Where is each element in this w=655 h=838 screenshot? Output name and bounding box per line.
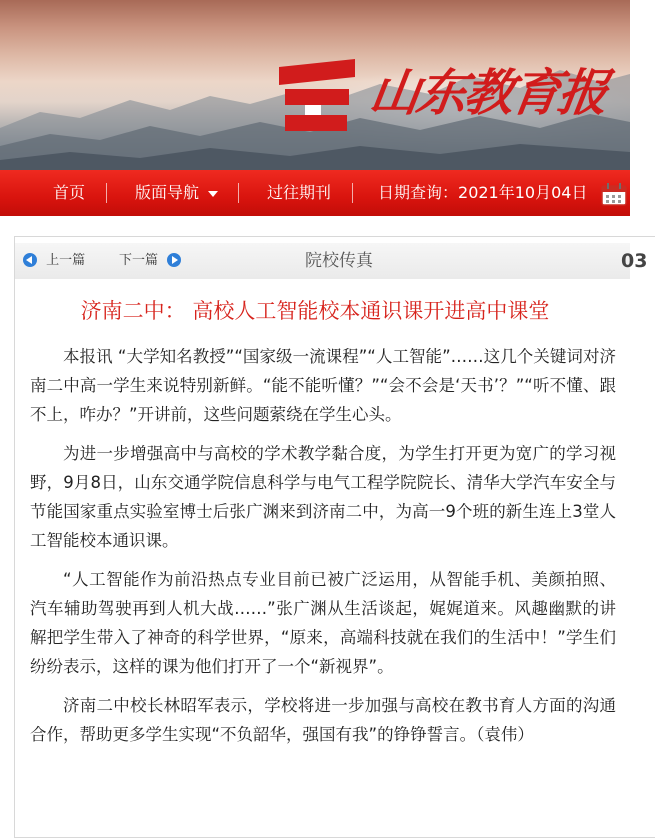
date-query[interactable] <box>378 170 587 216</box>
article-paragraph: 为进一步增强高中与高校的学术教学黏合度，为学生打开更为宽广的学习视野，9月8日，山东交通学院信息科学与电气工程学院院长、清华大学汽车安全与节能国家重点实验室博士后张广渊来到济南二中，为高一9个班的新生连上3堂人工智能校本通识课。 <box>30 444 616 550</box>
article-paragraph: 本报讯 “大学知名教授”“国家级一流课程”“人工智能”……这几个关键词对济南二中高一学生来说特别新鲜。“能不能听懂？”“会不会是‘天书’？”“听不懂、跟不上，咋办？”开讲前，这些问题萦绕在学生心头。 <box>30 347 616 424</box>
article-body <box>30 342 616 759</box>
logo-mark-icon <box>275 55 359 135</box>
section-name: 院校传真 <box>305 251 373 271</box>
date-query-value: 2021年10月04日 <box>458 183 588 202</box>
dropdown-caret-icon <box>208 191 218 197</box>
calendar-icon[interactable] <box>601 183 627 206</box>
nav-item-home[interactable]: 首页 <box>53 183 86 202</box>
article-paragraph: 济南二中校长林昭军表示，学校将进一步加强与高校在教书育人方面的沟通合作，帮助更多学生实现“不负韶华，强国有我”的铮铮誓言。（袁伟） <box>30 696 616 744</box>
site-logo[interactable] <box>275 55 625 135</box>
nav-item-archive[interactable]: 过往期刊 <box>267 183 332 202</box>
main-nav-bar <box>0 170 630 216</box>
article-title: 济南二中： 高校人工智能校本通识课开进高中课堂 <box>80 299 550 323</box>
page-number: 03 <box>621 250 648 272</box>
logo-text: 山东教育报 <box>365 63 610 122</box>
article-paragraph: “人工智能作为前沿热点专业目前已被广泛运用，从智能手机、美颜拍照、汽车辅助驾驶再到人机大战……”张广渊从生活谈起，娓娓道来。风趣幽默的讲解把学生带入了神奇的科学世界，“原来，高端科技就在我们的生活中！”学生们纷纷表示，这样的课为他们打开了一个“新视界”。 <box>30 570 616 676</box>
next-article-label: 下一篇 <box>119 253 159 268</box>
prev-article-link[interactable] <box>23 243 85 279</box>
nav-item-page-nav[interactable] <box>135 170 218 216</box>
nav-divider <box>106 183 107 203</box>
next-arrow-icon <box>167 253 181 267</box>
masthead-banner <box>0 0 630 170</box>
prev-arrow-icon <box>23 253 37 267</box>
date-query-label: 日期查询： <box>378 183 459 202</box>
article-pager-bar <box>15 243 648 279</box>
nav-divider <box>238 183 239 203</box>
nav-divider <box>352 183 353 203</box>
prev-article-label: 上一篇 <box>46 253 86 268</box>
next-article-link[interactable] <box>119 243 181 279</box>
nav-item-label: 版面导航 <box>135 183 200 202</box>
